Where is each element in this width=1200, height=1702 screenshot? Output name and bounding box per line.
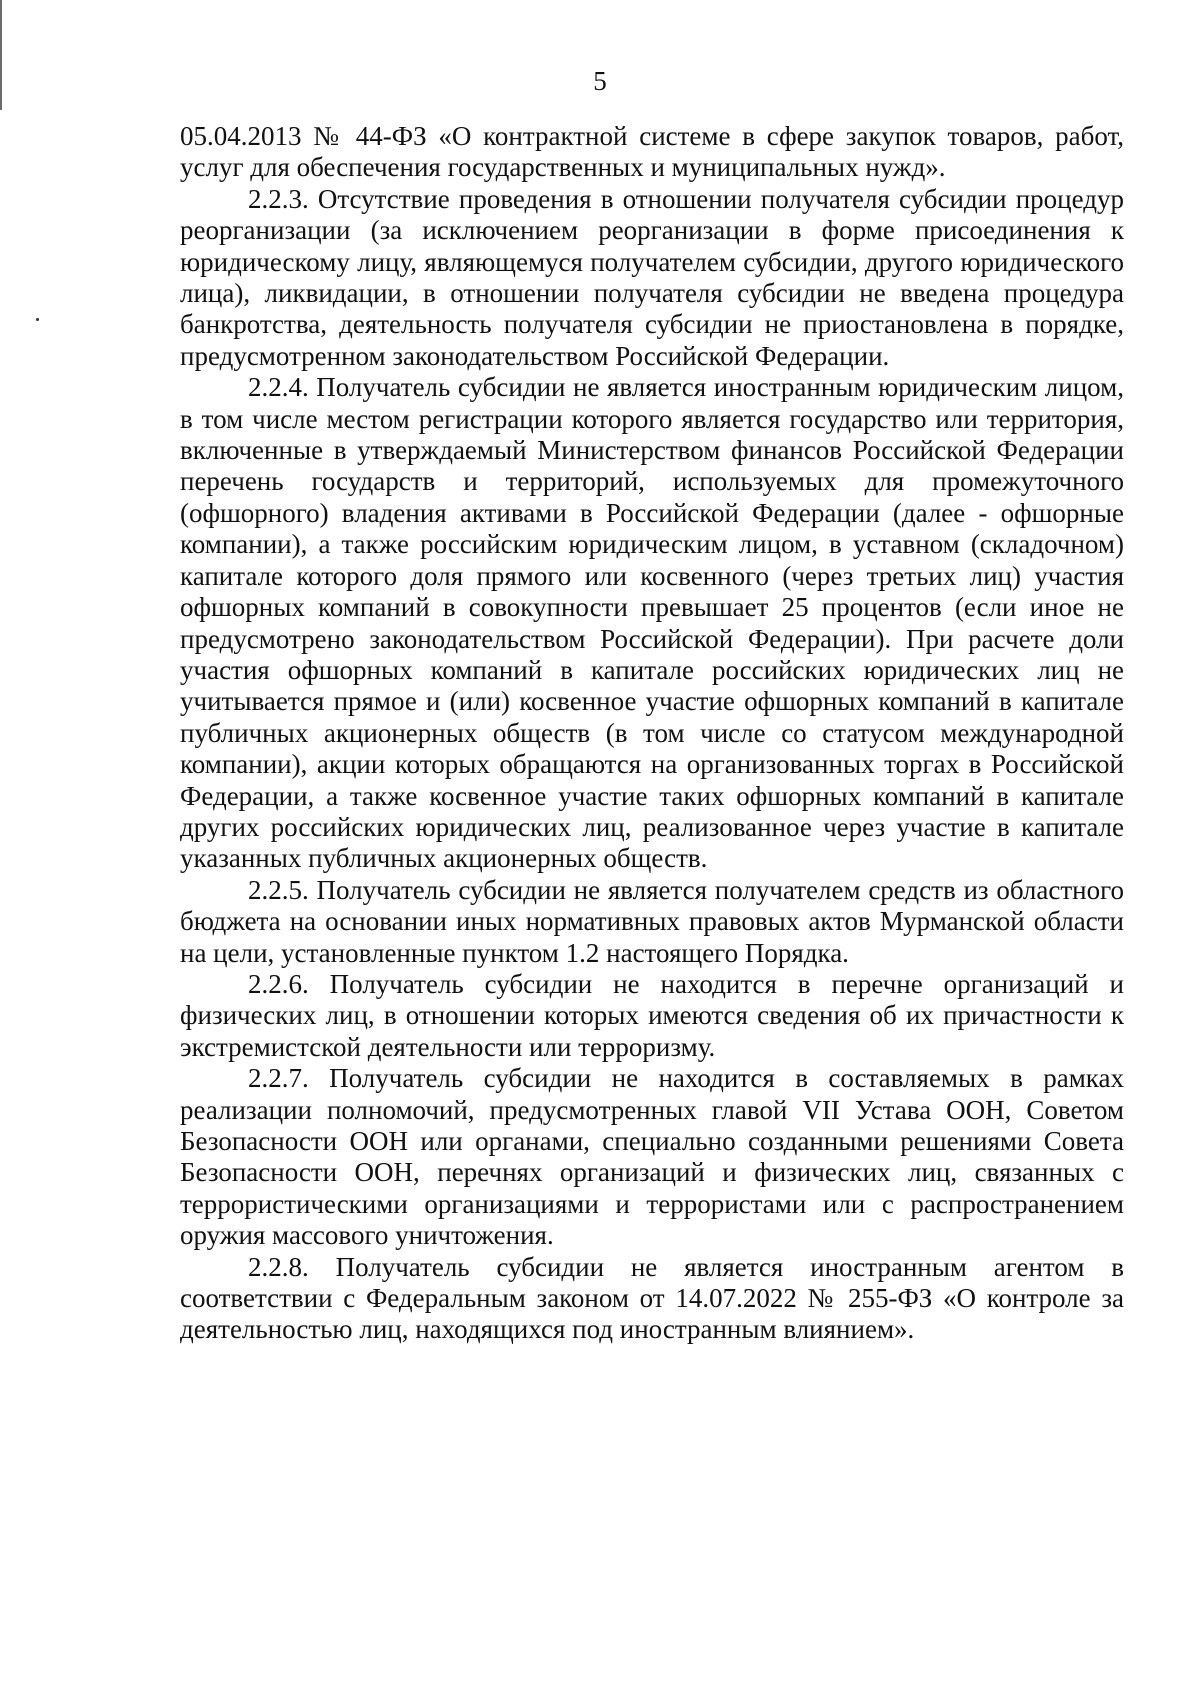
scan-speck xyxy=(36,318,39,321)
paragraph-2-2-3: 2.2.3. Отсутствие проведения в отношении получателя субсидии процедур реорганизации (за исключением реорганизации в форме присоединения к юридическому лицу, являющемуся получателем субсидии, другого юридического лица), ликвидации, в отношении получателя субсидии не введена процедура банкротства, деятельность получателя субсидии не приостановлена в порядке, предусмотренном законодательством Российской Федерации. xyxy=(180,183,1124,371)
paragraph-2-2-4: 2.2.4. Получатель субсидии не является иностранным юридическим лицом, в том числе местом регистрации которого является государство или территория, включенные в утверждаемый Министерством финансов Российской Федерации перечень государств и территорий, используемых для промежуточного (офшорного) владения активами в Российской Федерации (далее - офшорные компании), а также российским юридическим лицом, в уставном (складочном) капитале которого доля прямого или косвенного (через третьих лиц) участия офшорных компаний в совокупности превышает 25 процентов (если иное не предусмотрено законодательством Российской Федерации). При расчете доли участия офшорных компаний в капитале российских юридических лиц не учитывается прямое и (или) косвенное участие офшорных компаний в капитале публичных акционерных обществ (в том числе со статусом международной компании), акции которых обращаются на организованных торгах в Российской Федерации, а также косвенное участие таких офшорных компаний в капитале других российских юридических лиц, реализованное через участие в капитале указанных публичных акционерных обществ. xyxy=(180,372,1124,874)
document-body xyxy=(180,121,1124,1346)
paragraph-2-2-8: 2.2.8. Получатель субсидии не является иностранным агентом в соответствии с Федеральным законом от 14.07.2022 № 255-ФЗ «О контроле за деятельностью лиц, находящихся под иностранным влиянием». xyxy=(180,1251,1124,1345)
paragraph-2-2-6: 2.2.6. Получатель субсидии не находится в перечне организаций и физических лиц, в отношении которых имеются сведения об их причастности к экстремистской деятельности или терроризму. xyxy=(180,968,1124,1062)
paragraph-2-2-5: 2.2.5. Получатель субсидии не является получателем средств из областного бюджета на основании иных нормативных правовых актов Мурманской области на цели, установленные пунктом 1.2 настоящего Порядка. xyxy=(180,874,1124,968)
paragraph-continuation: 05.04.2013 № 44-ФЗ «О контрактной системе в сфере закупок товаров, работ, услуг для обеспечения государственных и муниципальных нужд». xyxy=(180,121,1124,183)
page-number: 5 xyxy=(593,66,607,96)
paragraph-2-2-7: 2.2.7. Получатель субсидии не находится в составляемых в рамках реализации полномочий, предусмотренных главой VII Устава ООН, Советом Безопасности ООН или органами, специально созданными решениями Совета Безопасности ООН, перечнях организаций и физических лиц, связанных с террористическими организациями и террористами или с распространением оружия массового уничтожения. xyxy=(180,1063,1124,1251)
